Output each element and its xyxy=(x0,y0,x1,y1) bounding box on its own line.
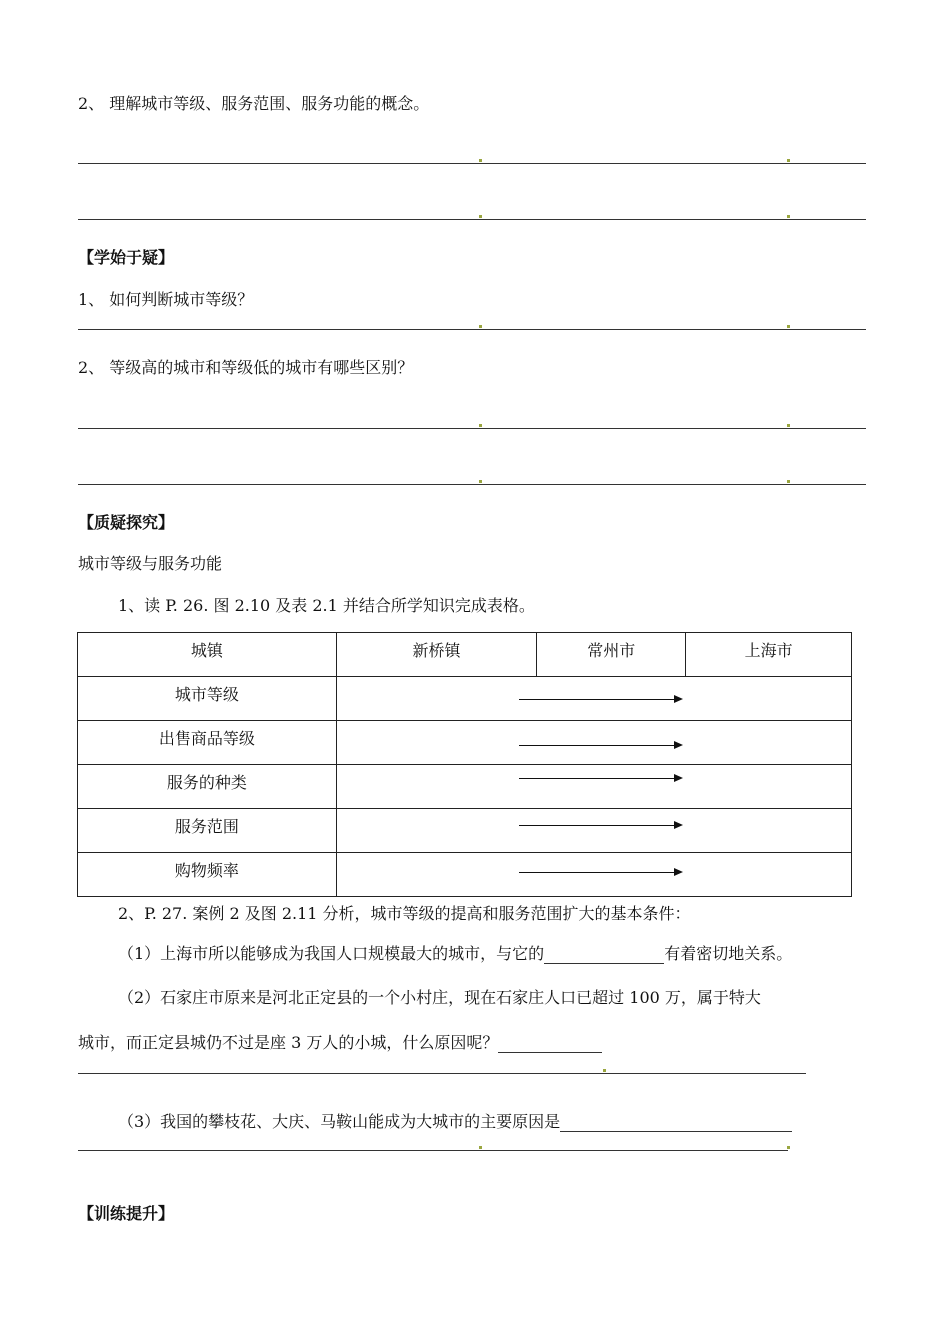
answer-line xyxy=(78,428,866,429)
answer-line xyxy=(78,329,866,330)
fill-blank[interactable] xyxy=(498,1034,602,1053)
answer-cell[interactable] xyxy=(336,677,851,721)
line-marker xyxy=(479,424,482,427)
line-marker xyxy=(603,1069,606,1072)
line-marker xyxy=(787,215,790,218)
subtitle: 城市等级与服务功能 xyxy=(78,554,223,573)
answer-line xyxy=(78,1150,788,1151)
line-marker xyxy=(479,325,482,328)
item-1-text: （1）上海市所以能够成为我国人口规模最大的城市，与它的 xyxy=(118,944,545,963)
row-label: 城市等级 xyxy=(78,677,337,721)
row-label: 服务的种类 xyxy=(78,765,337,809)
line-marker xyxy=(787,325,790,328)
fill-blank[interactable] xyxy=(560,1113,792,1132)
line-marker xyxy=(787,424,790,427)
task-2: 2、P. 27. 案例 2 及图 2.11 分析，城市等级的提高和服务范围扩大的基本条件： xyxy=(118,904,691,923)
section-heading-training: 【训练提升】 xyxy=(78,1204,175,1223)
item-1-text-end: 有着密切地关系。 xyxy=(664,944,793,963)
table-header-cell: 上海市 xyxy=(686,633,852,677)
line-marker xyxy=(787,480,790,483)
right-arrow-icon xyxy=(519,825,675,826)
question-1: 1、 如何判断城市等级？ xyxy=(78,290,254,309)
section-heading-explore: 【质疑探究】 xyxy=(78,513,175,532)
line-marker xyxy=(479,159,482,162)
answer-line xyxy=(78,163,866,164)
answer-cell[interactable] xyxy=(336,765,851,809)
item-2-line-2 xyxy=(78,1033,602,1053)
right-arrow-icon xyxy=(519,699,675,700)
line-marker xyxy=(479,480,482,483)
table-header-cell: 新桥镇 xyxy=(336,633,537,677)
answer-line xyxy=(78,1073,806,1074)
item-1 xyxy=(118,944,792,964)
right-arrow-icon xyxy=(519,872,675,873)
answer-cell[interactable] xyxy=(336,809,851,853)
table-header-row xyxy=(78,633,852,677)
line-marker xyxy=(787,159,790,162)
answer-cell[interactable] xyxy=(336,721,851,765)
table-row xyxy=(78,809,852,853)
row-label: 服务范围 xyxy=(78,809,337,853)
line-marker xyxy=(479,1146,482,1149)
table-header-cell: 常州市 xyxy=(537,633,686,677)
question-2: 2、 等级高的城市和等级低的城市有哪些区别？ xyxy=(78,358,414,377)
objective-2: 2、 理解城市等级、服务范围、服务功能的概念。 xyxy=(78,94,430,113)
right-arrow-icon xyxy=(519,745,675,746)
item-3 xyxy=(118,1112,792,1132)
table-row xyxy=(78,853,852,897)
answer-line xyxy=(78,219,866,220)
table-row xyxy=(78,765,852,809)
line-marker xyxy=(479,215,482,218)
task-1: 1、读 P. 26. 图 2.10 及表 2.1 并结合所学知识完成表格。 xyxy=(118,596,535,615)
fill-blank[interactable] xyxy=(544,945,664,964)
right-arrow-icon xyxy=(519,778,675,779)
item-3-text: （3）我国的攀枝花、大庆、马鞍山能成为大城市的主要原因是 xyxy=(118,1112,561,1131)
item-2-line-1: （2）石家庄市原来是河北正定县的一个小村庄，现在石家庄人口已超过 100 万，属于特大 xyxy=(118,988,761,1007)
line-marker xyxy=(787,1146,790,1149)
table-header-cell: 城镇 xyxy=(78,633,337,677)
answer-line xyxy=(78,484,866,485)
answer-cell[interactable] xyxy=(336,853,851,897)
item-2-text: 城市，而正定县城仍不过是座 3 万人的小城，什么原因呢？ xyxy=(78,1033,499,1052)
row-label: 出售商品等级 xyxy=(78,721,337,765)
table-row xyxy=(78,677,852,721)
comparison-table xyxy=(77,632,852,897)
section-heading-doubt: 【学始于疑】 xyxy=(78,248,175,267)
row-label: 购物频率 xyxy=(78,853,337,897)
table-row xyxy=(78,721,852,765)
